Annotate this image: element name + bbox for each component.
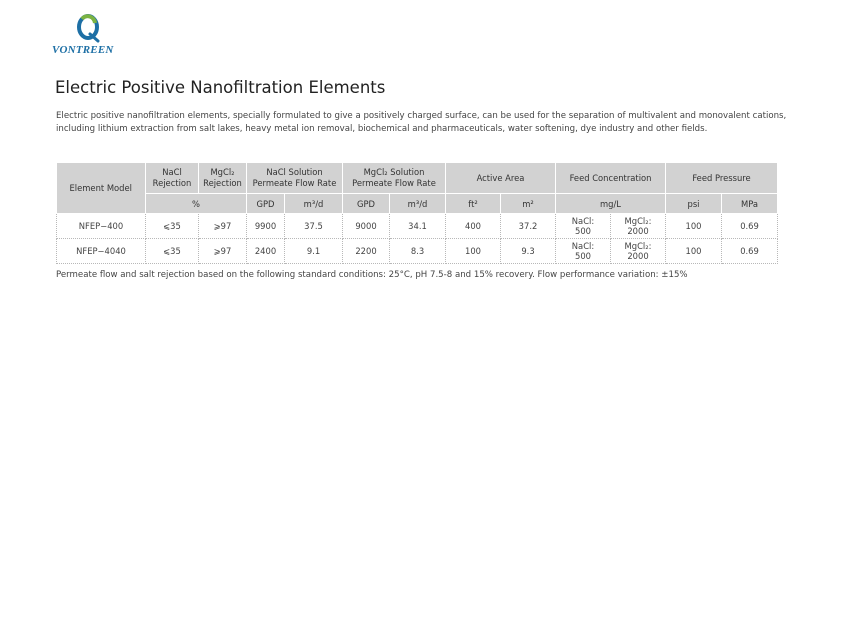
unit-m2: m² [501,194,556,214]
feed-nacl-value: 500 [575,251,591,261]
header-nacl-flow: NaCl Solution Permeate Flow Rate [247,163,343,194]
cell-nacl-rejection: ⩽35 [146,214,199,239]
conditions-note: Permeate flow and salt rejection based on the following standard conditions: 25°C, pH 7.5-8 and 15% recovery. Flow performance variation: ±15% [56,270,688,280]
cell-area-m2: 9.3 [501,239,556,264]
feed-mgcl2-label: MgCl₂: [624,241,652,251]
header-mgcl2-flow: MgCl₂ Solution Permeate Flow Rate [343,163,446,194]
cell-nacl-gpd: 9900 [247,214,285,239]
unit-mgl: mg/L [556,194,666,214]
cell-area-m2: 37.2 [501,214,556,239]
cell-nacl-m3d: 37.5 [285,214,343,239]
vontreen-logo [52,14,132,58]
cell-mgcl2-gpd: 2200 [343,239,390,264]
cell-area-ft2: 400 [446,214,501,239]
header-feed-concentration: Feed Concentration [556,163,666,194]
feed-mgcl2-value: 2000 [627,226,649,236]
header-active-area: Active Area [446,163,556,194]
unit-rejection: % [146,194,247,214]
unit-nacl-gpd: GPD [247,194,285,214]
cell-feed-nacl [556,214,611,239]
cell-mgcl2-m3d: 34.1 [390,214,446,239]
cell-mgcl2-rejection: ⩾97 [199,214,247,239]
cell-nacl-gpd: 2400 [247,239,285,264]
feed-mgcl2-value: 2000 [627,251,649,261]
feed-nacl-label: NaCl: [571,241,595,251]
cell-mgcl2-rejection: ⩾97 [199,239,247,264]
page-title: Electric Positive Nanofiltration Elements [55,78,386,97]
header-mgcl2-rejection: MgCl₂ Rejection [199,163,247,194]
table-row [57,239,778,264]
feed-mgcl2-label: MgCl₂: [624,216,652,226]
description-paragraph: Electric positive nanofiltration elements, specially formulated to give a positively charged surface, can be used for the separation of multivalent and monovalent cations, including lithium extraction from salt lakes, heavy metal ion removal, biochemical and pharmaceuticals, water softening, dye industry and other fields. [56,111,787,134]
cell-feed-mgcl2 [611,239,666,264]
cell-mgcl2-gpd: 9000 [343,214,390,239]
feed-nacl-label: NaCl: [571,216,595,226]
cell-model: NFEP−4040 [57,239,146,264]
cell-mgcl2-m3d: 8.3 [390,239,446,264]
unit-mpa: MPa [722,194,778,214]
unit-psi: psi [666,194,722,214]
cell-area-ft2: 100 [446,239,501,264]
cell-pressure-mpa: 0.69 [722,214,778,239]
cell-pressure-psi: 100 [666,239,722,264]
cell-nacl-rejection: ⩽35 [146,239,199,264]
cell-feed-nacl [556,239,611,264]
cell-pressure-mpa: 0.69 [722,239,778,264]
header-element-model: Element Model [57,163,146,214]
cell-pressure-psi: 100 [666,214,722,239]
spec-table [56,162,778,264]
cell-feed-mgcl2 [611,214,666,239]
cell-nacl-m3d: 9.1 [285,239,343,264]
table-row [57,214,778,239]
unit-mgcl2-m3d: m³/d [390,194,446,214]
logo-wordmark: VONTREEN [52,44,114,56]
unit-ft2: ft² [446,194,501,214]
logo-mark-icon [52,14,132,44]
unit-nacl-m3d: m³/d [285,194,343,214]
header-nacl-rejection: NaCl Rejection [146,163,199,194]
feed-nacl-value: 500 [575,226,591,236]
header-feed-pressure: Feed Pressure [666,163,778,194]
unit-mgcl2-gpd: GPD [343,194,390,214]
cell-model: NFEP−400 [57,214,146,239]
